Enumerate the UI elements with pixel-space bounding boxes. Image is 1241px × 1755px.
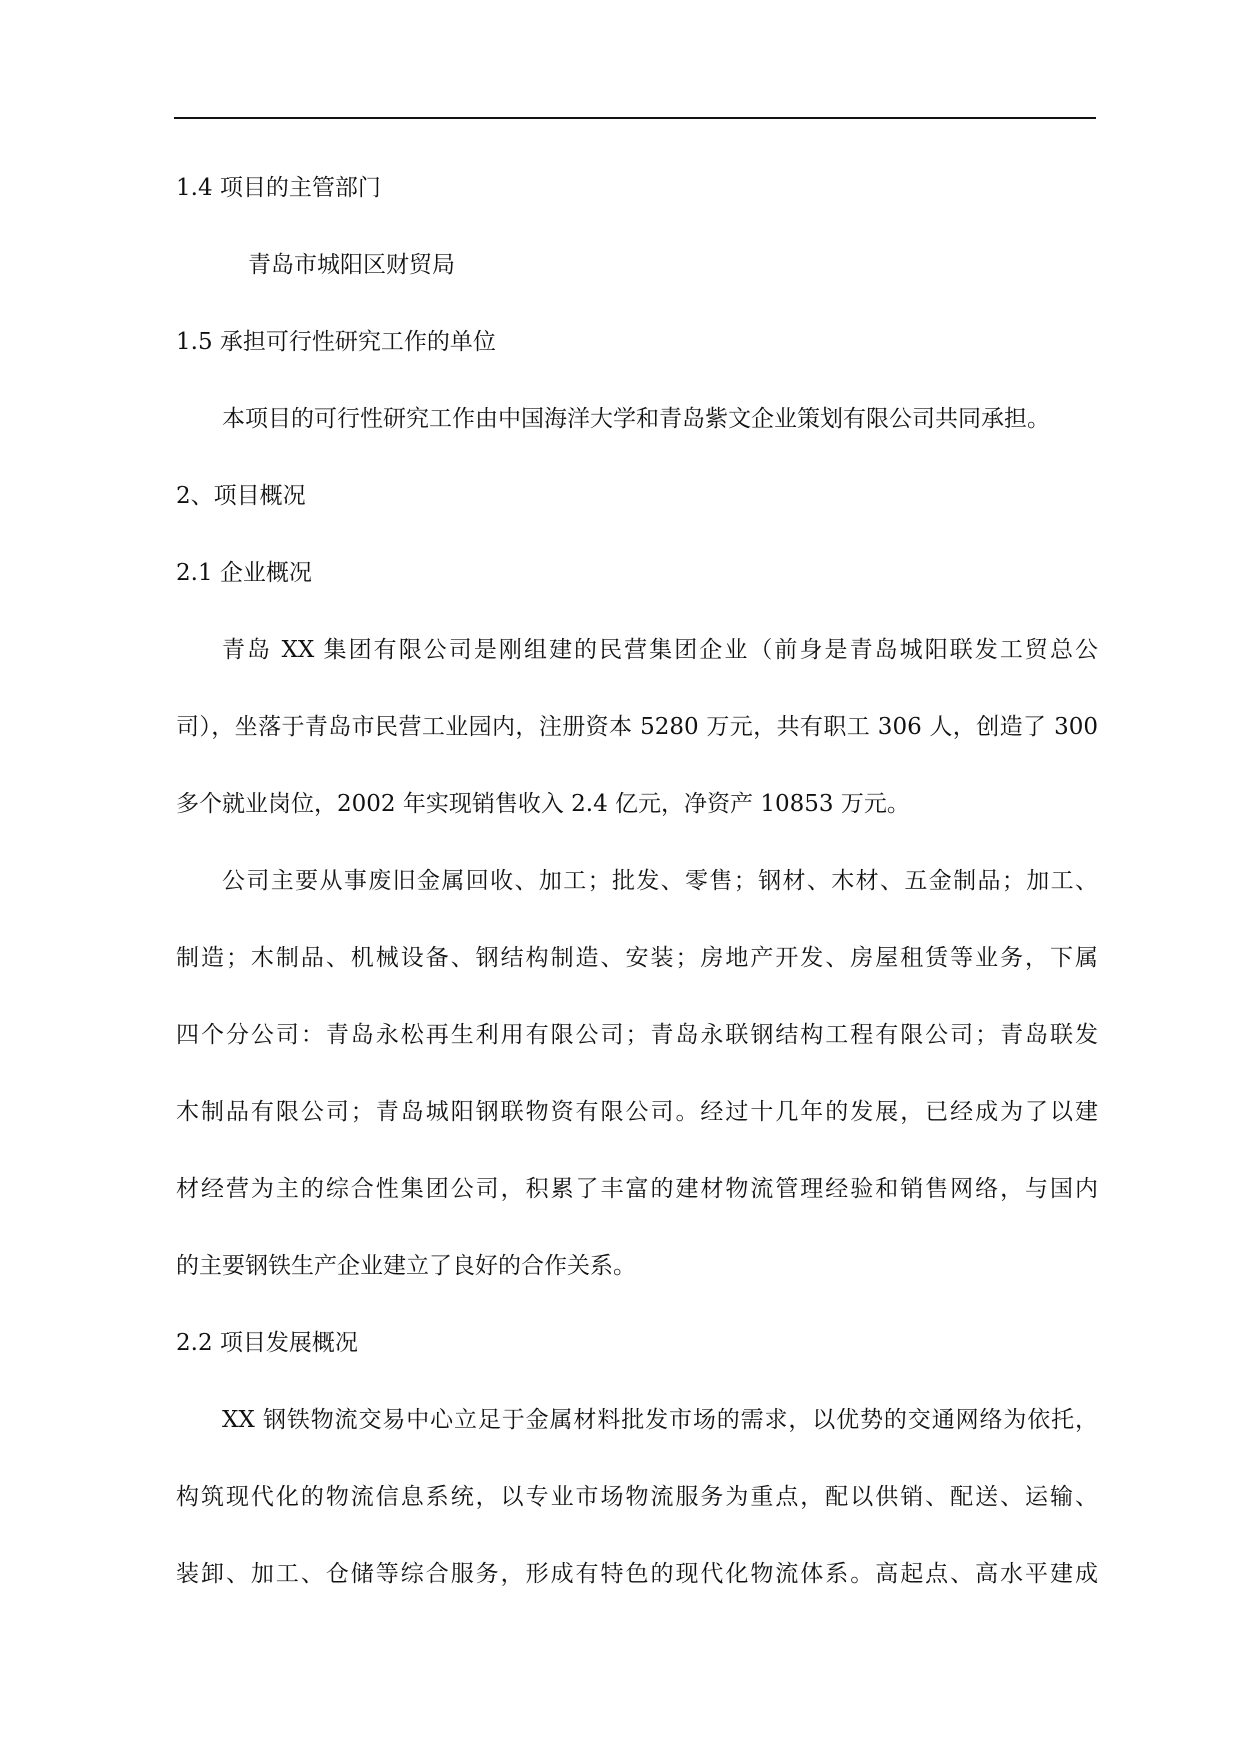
paragraph-line: 的主要钢铁生产企业建立了良好的合作关系。 <box>176 1253 636 1279</box>
paragraph-line: 多个就业岗位，2002 年实现销售收入 2.4 亿元，净资产 10853 万元。 <box>176 791 910 817</box>
paragraph-line: 青岛 XX 集团有限公司是刚组建的民营集团企业（前身是青岛城阳联发工贸总公 <box>222 637 1098 663</box>
paragraph-line: 四个分公司：青岛永松再生利用有限公司；青岛永联钢结构工程有限公司；青岛联发 <box>176 1022 1098 1048</box>
paragraph-line: 公司主要从事废旧金属回收、加工；批发、零售；钢材、木材、五金制品；加工、 <box>222 868 1098 894</box>
header-rule <box>174 117 1096 119</box>
paragraph-line: XX 钢铁物流交易中心立足于金属材料批发市场的需求，以优势的交通网络为依托， <box>222 1407 1098 1433</box>
paragraph-line: 装卸、加工、仓储等综合服务，形成有特色的现代化物流体系。高起点、高水平建成 <box>176 1561 1098 1587</box>
paragraph-line: 木制品有限公司；青岛城阳钢联物资有限公司。经过十几年的发展，已经成为了以建 <box>176 1099 1098 1125</box>
document-body <box>176 150 1098 1613</box>
section-heading-1-4: 1.4 项目的主管部门 <box>176 175 381 201</box>
section-heading-2-2: 2.2 项目发展概况 <box>176 1330 358 1356</box>
paragraph-line: 青岛市城阳区财贸局 <box>248 252 455 278</box>
paragraph-line: 制造；木制品、机械设备、钢结构制造、安装；房地产开发、房屋租赁等业务，下属 <box>176 945 1098 971</box>
paragraph-line: 司），坐落于青岛市民营工业园内，注册资本 5280 万元，共有职工 306 人，创造了 300 <box>176 714 1098 740</box>
paragraph-line: 材经营为主的综合性集团公司，积累了丰富的建材物流管理经验和销售网络，与国内 <box>176 1176 1098 1202</box>
paragraph-line: 本项目的可行性研究工作由中国海洋大学和青岛紫文企业策划有限公司共同承担。 <box>222 406 1050 432</box>
paragraph-line: 构筑现代化的物流信息系统，以专业市场物流服务为重点，配以供销、配送、运输、 <box>176 1484 1098 1510</box>
section-heading-1-5: 1.5 承担可行性研究工作的单位 <box>176 329 496 355</box>
section-heading-2-1: 2.1 企业概况 <box>176 560 312 586</box>
section-heading-2: 2、项目概况 <box>176 483 306 509</box>
